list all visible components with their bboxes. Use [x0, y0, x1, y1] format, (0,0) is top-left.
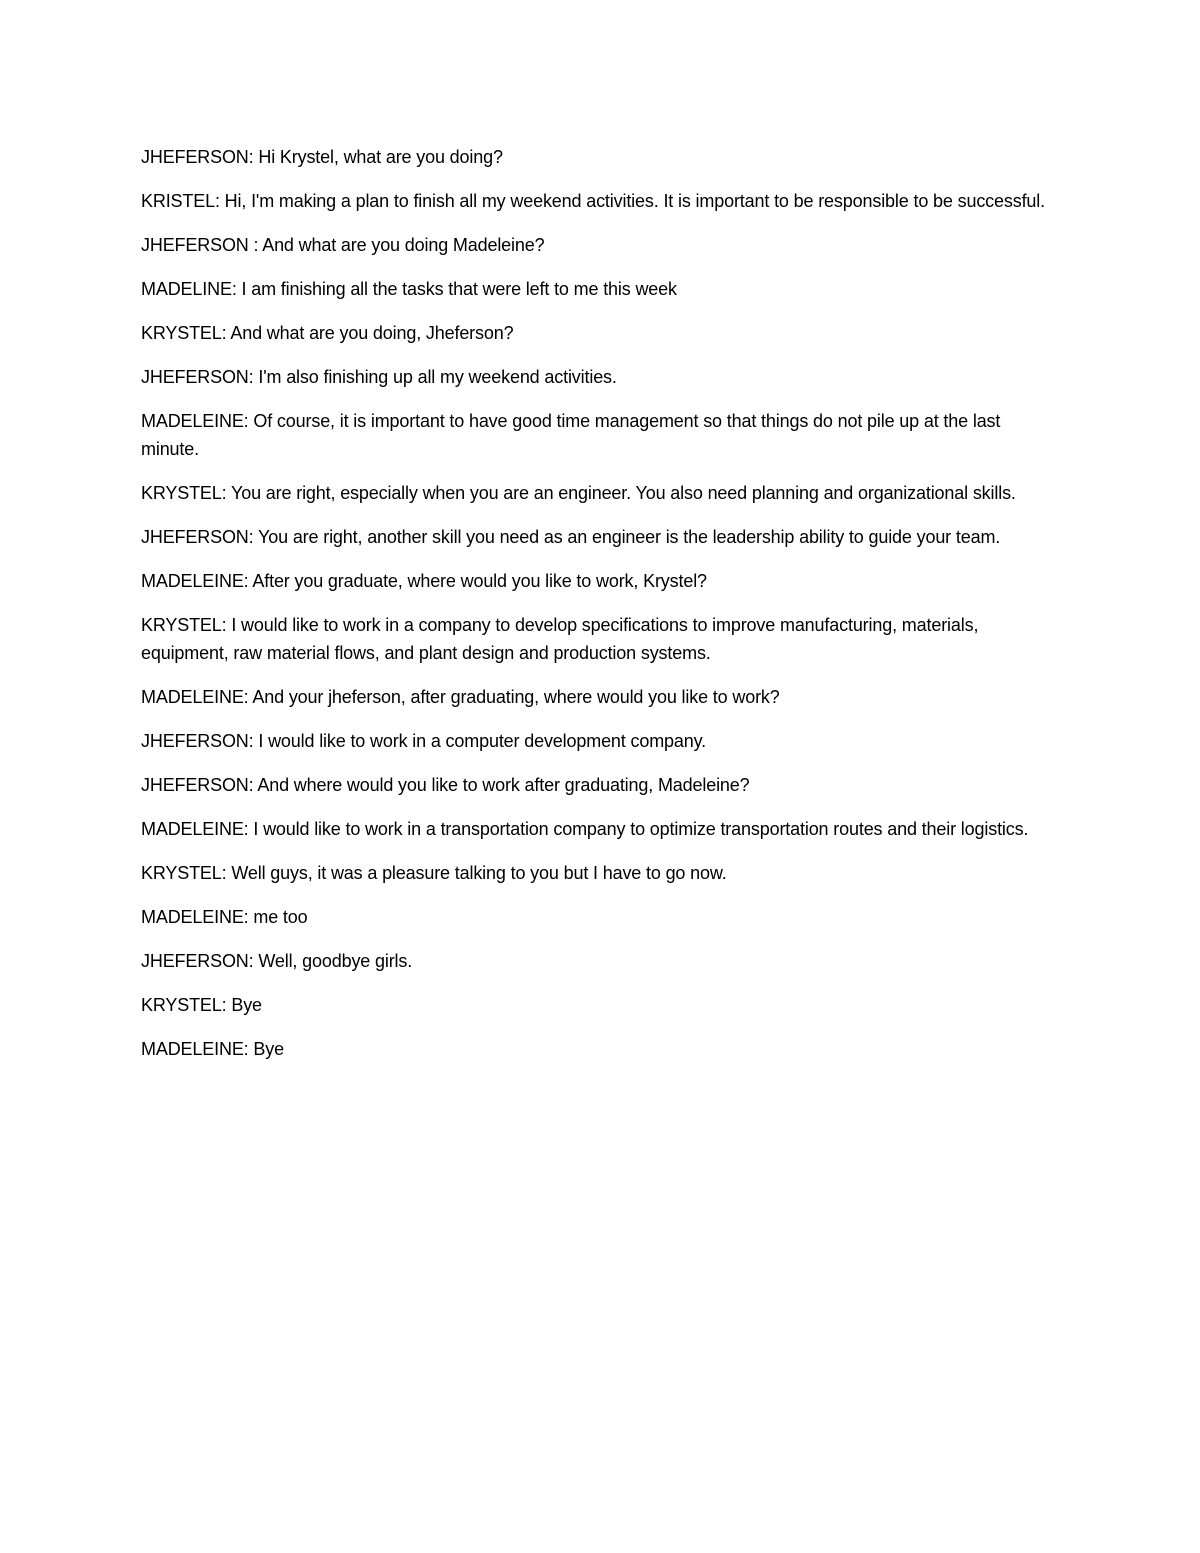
- dialogue-body: [141, 143, 1046, 1079]
- dialogue-line: JHEFERSON: Well, goodbye girls.: [141, 951, 413, 971]
- dialogue-line: KRYSTEL: I would like to work in a company to develop specifications to improve manufacturing, materials, equipment, raw material flows, and plant design and production systems.: [141, 615, 979, 663]
- dialogue-line: JHEFERSON: Hi Krystel, what are you doing?: [141, 147, 503, 167]
- dialogue-line: MADELEINE: And your jheferson, after graduating, where would you like to work?: [141, 687, 780, 707]
- dialogue-line: MADELEINE: Bye: [141, 1039, 284, 1059]
- dialogue-line: KRYSTEL: Well guys, it was a pleasure talking to you but I have to go now.: [141, 863, 727, 883]
- dialogue-line: MADELEINE: me too: [141, 907, 308, 927]
- dialogue-line: MADELEINE: Of course, it is important to have good time management so that things do not pile up at the last minute.: [141, 411, 1001, 459]
- dialogue-line: JHEFERSON: You are right, another skill you need as an engineer is the leadership ability to guide your team.: [141, 527, 1001, 547]
- dialogue-line: MADELEINE: After you graduate, where would you like to work, Krystel?: [141, 571, 707, 591]
- dialogue-line: JHEFERSON: I would like to work in a computer development company.: [141, 731, 707, 751]
- dialogue-line: MADELEINE: I would like to work in a transportation company to optimize transportation routes and their logistics.: [141, 819, 1029, 839]
- dialogue-line: KRYSTEL: You are right, especially when you are an engineer. You also need planning and organizational skills.: [141, 483, 1016, 503]
- dialogue-line: KRYSTEL: Bye: [141, 995, 262, 1015]
- dialogue-line: JHEFERSON : And what are you doing Madeleine?: [141, 235, 545, 255]
- dialogue-line: KRISTEL: Hi, I'm making a plan to finish all my weekend activities. It is important to be responsible to be successful.: [141, 191, 1045, 211]
- dialogue-line: JHEFERSON: And where would you like to work after graduating, Madeleine?: [141, 775, 750, 795]
- dialogue-line: MADELINE: I am finishing all the tasks that were left to me this week: [141, 279, 677, 299]
- dialogue-line: JHEFERSON: I'm also finishing up all my weekend activities.: [141, 367, 617, 387]
- dialogue-line: KRYSTEL: And what are you doing, Jheferson?: [141, 323, 514, 343]
